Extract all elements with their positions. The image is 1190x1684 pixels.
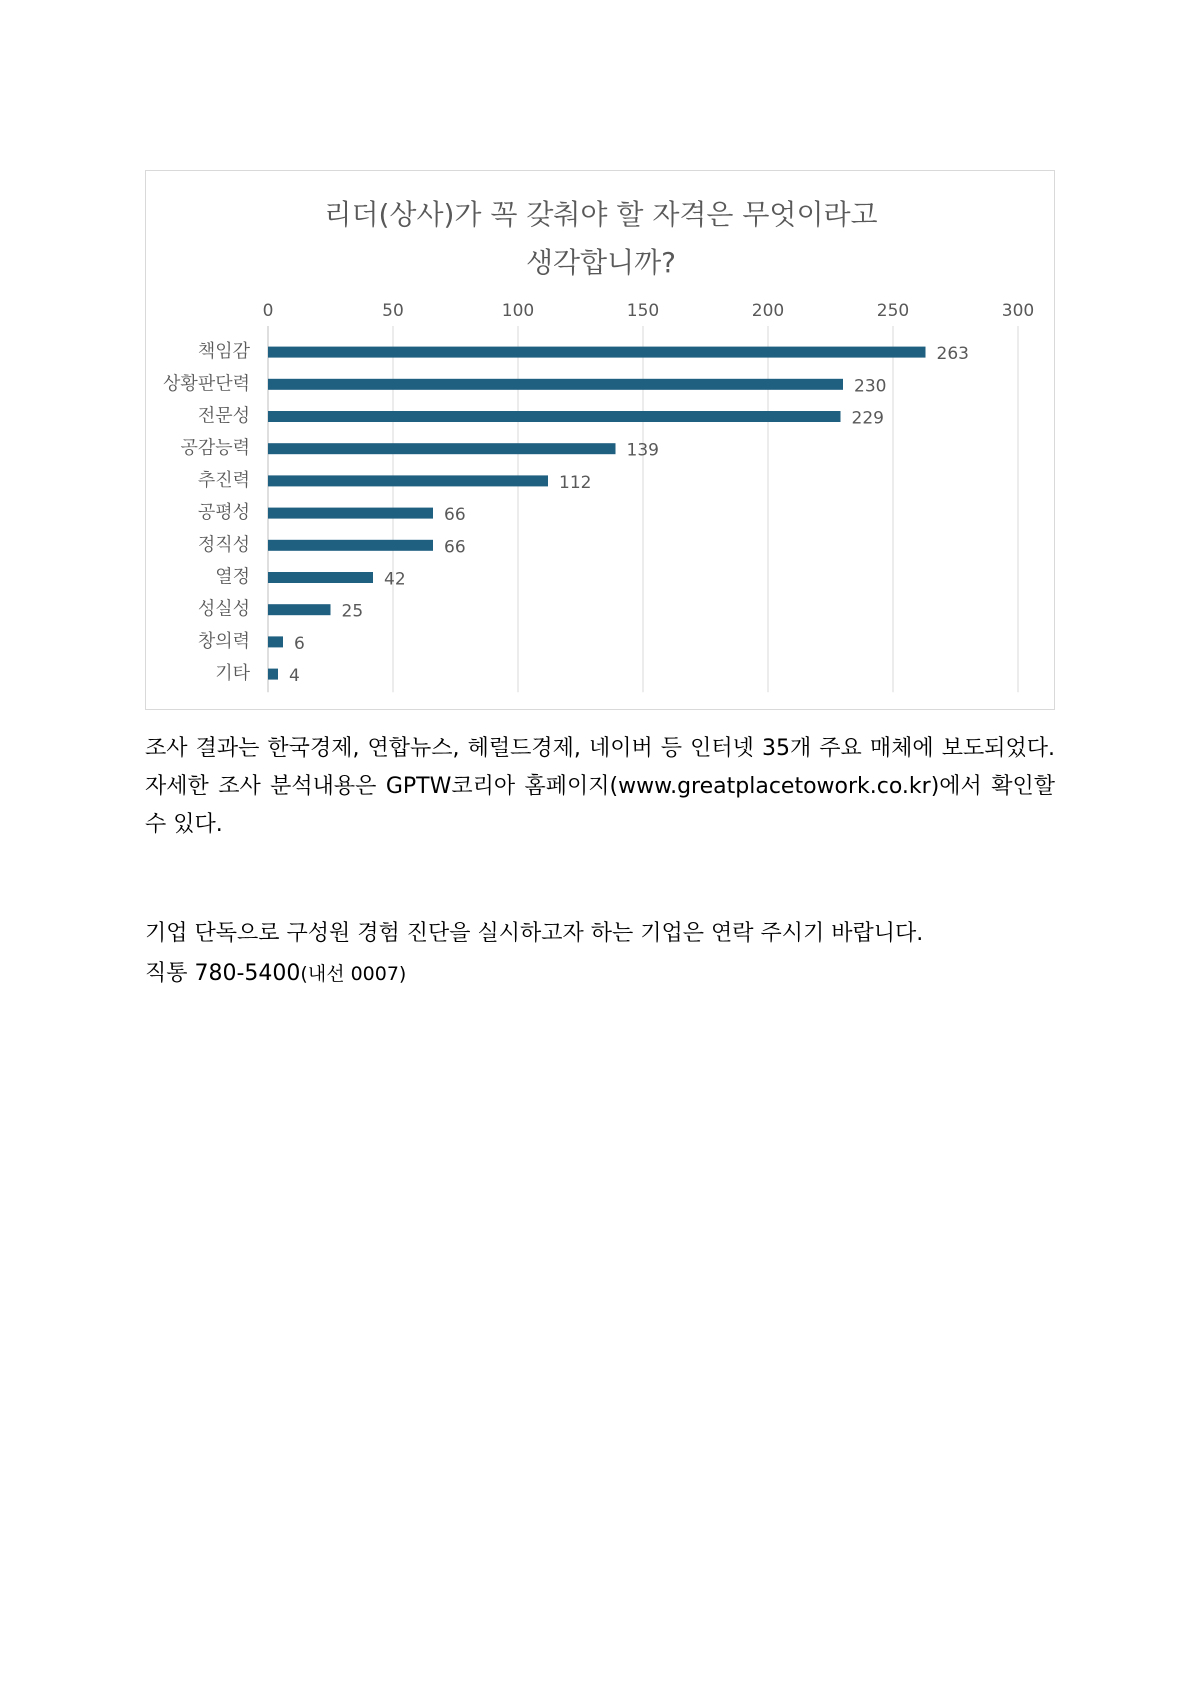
bar bbox=[268, 540, 433, 551]
chart-container bbox=[145, 170, 1055, 710]
x-tick-label: 50 bbox=[382, 301, 404, 321]
category-label: 성실성 bbox=[197, 598, 250, 620]
category-label: 정직성 bbox=[197, 534, 250, 556]
category-label: 전문성 bbox=[197, 405, 250, 427]
phone-extension: (내선 0007) bbox=[300, 963, 407, 985]
bar bbox=[268, 604, 331, 615]
data-label: 4 bbox=[289, 666, 300, 687]
bar bbox=[268, 443, 616, 454]
x-tick-label: 300 bbox=[1001, 301, 1035, 321]
phone-number: 직통 780-5400 bbox=[145, 961, 301, 986]
x-tick-label: 150 bbox=[626, 301, 660, 321]
category-label: 공감능력 bbox=[180, 437, 250, 459]
chart-title-line-1: 리더(상사)가 꼭 갖춰야 할 자격은 무엇이라고 bbox=[324, 198, 878, 231]
bar bbox=[268, 669, 278, 680]
bar bbox=[268, 572, 373, 583]
data-label: 112 bbox=[559, 472, 592, 493]
bar bbox=[268, 379, 843, 390]
x-tick-label: 250 bbox=[876, 301, 910, 321]
category-label: 기타 bbox=[215, 663, 250, 685]
bar bbox=[268, 636, 283, 647]
bar bbox=[268, 347, 926, 358]
contact-paragraph: 기업 단독으로 구성원 경험 진단을 실시하고자 하는 기업은 연락 주시기 바랍니다. bbox=[145, 921, 924, 946]
result-paragraph: 조사 결과는 한국경제, 연합뉴스, 헤럴드경제, 네이버 등 인터넷 35개 주요 매체에 보도되었다. 자세한 조사 분석내용은 GPTW코리아 홈페이지(www.greatplacetowork.co.kr)에서 확인할 수 있다. bbox=[145, 736, 1055, 837]
category-label: 창의력 bbox=[197, 630, 250, 652]
category-label: 책임감 bbox=[197, 341, 250, 363]
category-label: 공평성 bbox=[197, 502, 250, 524]
data-label: 230 bbox=[854, 376, 887, 397]
category-label: 상황판단력 bbox=[163, 373, 250, 395]
data-label: 229 bbox=[851, 408, 884, 429]
x-tick-label: 0 bbox=[262, 301, 274, 321]
x-tick-label: 100 bbox=[501, 301, 535, 321]
data-label: 25 bbox=[341, 601, 364, 622]
category-label: 추진력 bbox=[197, 469, 250, 491]
bar bbox=[268, 475, 548, 486]
data-label: 263 bbox=[936, 344, 969, 365]
data-label: 6 bbox=[294, 633, 305, 654]
bar bbox=[268, 508, 433, 519]
data-label: 139 bbox=[626, 440, 659, 461]
chart-title-line-2: 생각합니까? bbox=[525, 246, 677, 279]
bar-chart bbox=[146, 171, 1056, 711]
bar bbox=[268, 411, 841, 422]
data-label: 66 bbox=[444, 537, 466, 558]
data-label: 42 bbox=[384, 569, 406, 590]
phone-line bbox=[145, 955, 1055, 993]
x-tick-label: 200 bbox=[751, 301, 785, 321]
category-label: 열정 bbox=[215, 566, 250, 588]
data-label: 66 bbox=[444, 505, 466, 526]
